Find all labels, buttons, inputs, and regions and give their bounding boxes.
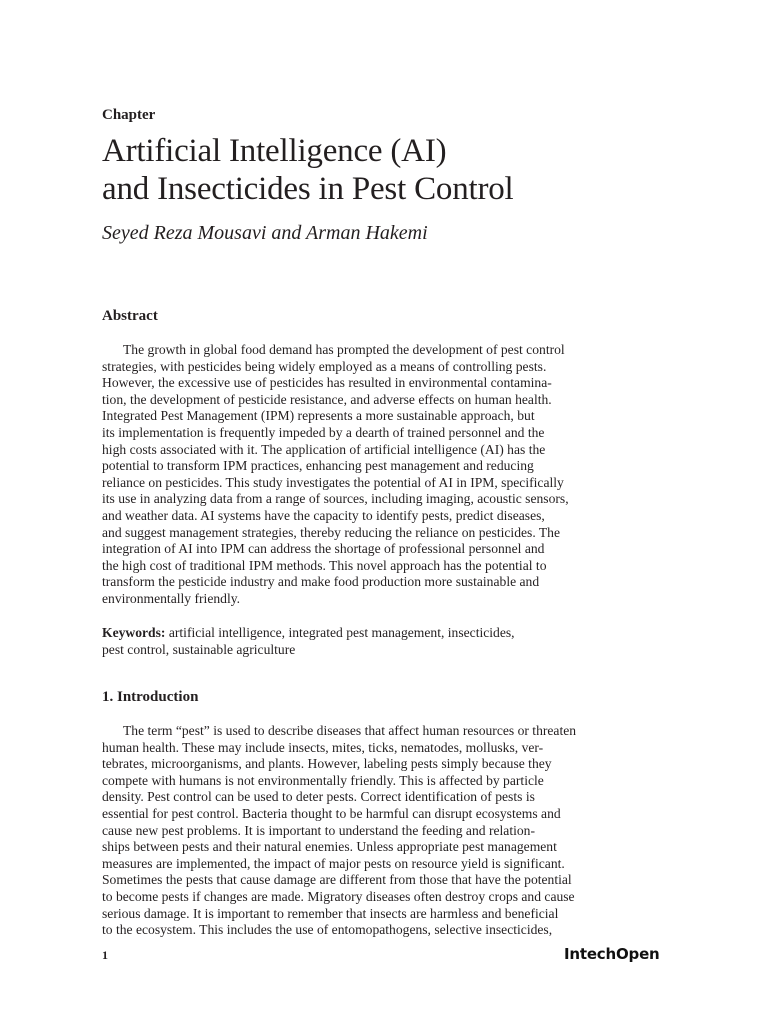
text-line: ships between pests and their natural enemies. Unless appropriate pest management — [102, 839, 557, 855]
text-line: its implementation is frequently impeded by a dearth of trained personnel and the — [102, 424, 545, 440]
text-line: measures are implemented, the impact of major pests on resource yield is significant. — [102, 855, 565, 871]
authors: Seyed Reza Mousavi and Arman Hakemi — [102, 222, 428, 244]
keywords-label: Keywords: — [102, 625, 166, 640]
text-line: transform the pesticide industry and make food production more sustainable and — [102, 574, 540, 590]
text-line: Sometimes the pests that cause damage are different from those that have the potential — [102, 872, 572, 888]
introduction-body — [102, 723, 662, 939]
text-line: The growth in global food demand has prompted the development of pest control — [123, 342, 565, 357]
text-line: cause new pest problems. It is important to understand the feeding and relation- — [102, 822, 535, 838]
text-line: The term “pest” is used to describe diseases that affect human resources or threaten — [123, 723, 577, 738]
text-line: serious damage. It is important to remember that insects are harmless and beneficial — [102, 905, 559, 921]
intechopen-logo: IntechOpen — [564, 945, 660, 963]
text-line: strategies, with pesticides being widely employed as a means of controlling pests. — [102, 358, 547, 374]
text-line: and weather data. AI systems have the capacity to identify pests, predict diseases, — [102, 507, 545, 523]
text-line: integration of AI into IPM can address the shortage of professional personnel and — [102, 541, 545, 557]
text-line: compete with humans is not environmentally friendly. This is affected by particle — [102, 772, 544, 788]
text-line: to the ecosystem. This includes the use of entomopathogens, selective insecticides, — [102, 922, 553, 938]
abstract-body — [102, 342, 662, 608]
text-line: potential to transform IPM practices, enhancing pest management and reducing — [102, 458, 534, 474]
introduction-heading: 1. Introduction — [102, 689, 199, 705]
text-line: to become pests if changes are made. Migratory diseases often destroy crops and cause — [102, 888, 575, 904]
chapter-label: Chapter — [102, 107, 156, 123]
abstract-heading: Abstract — [102, 308, 158, 324]
text-line: density. Pest control can be used to deter pests. Correct identification of pests is — [102, 789, 535, 805]
text-line: tion, the development of pesticide resistance, and adverse effects on human health. — [102, 391, 552, 407]
text-line: human health. These may include insects, mites, ticks, nematodes, mollusks, ver- — [102, 739, 544, 755]
text-line: its use in analyzing data from a range of sources, including imaging, acoustic sensors, — [102, 491, 569, 507]
keywords — [102, 625, 662, 658]
keywords-line-2: pest control, sustainable agriculture — [102, 641, 296, 657]
title-line: Artificial Intelligence (AI) — [102, 133, 447, 169]
text-line: and suggest management strategies, thereby reducing the reliance on pesticides. The — [102, 524, 560, 540]
text-line: the high cost of traditional IPM methods. This novel approach has the potential to — [102, 557, 547, 573]
text-line: essential for pest control. Bacteria thought to be harmful can disrupt ecosystems and — [102, 805, 561, 821]
text-line: However, the excessive use of pesticides has resulted in environmental contamina- — [102, 375, 552, 391]
page-number: 1 — [102, 948, 108, 962]
keywords-line-1: artificial intelligence, integrated pest management, insecticides, — [165, 625, 515, 640]
text-line: high costs associated with it. The application of artificial intelligence (AI) has the — [102, 441, 546, 457]
text-line: tebrates, microorganisms, and plants. However, labeling pests simply because they — [102, 756, 552, 772]
text-line: environmentally friendly. — [102, 590, 241, 606]
text-line: reliance on pesticides. This study investigates the potential of AI in IPM, specifically — [102, 474, 564, 490]
text-line: Integrated Pest Management (IPM) represents a more sustainable approach, but — [102, 408, 535, 424]
chapter-title — [102, 132, 662, 208]
title-line: and Insecticides in Pest Control — [102, 171, 514, 207]
